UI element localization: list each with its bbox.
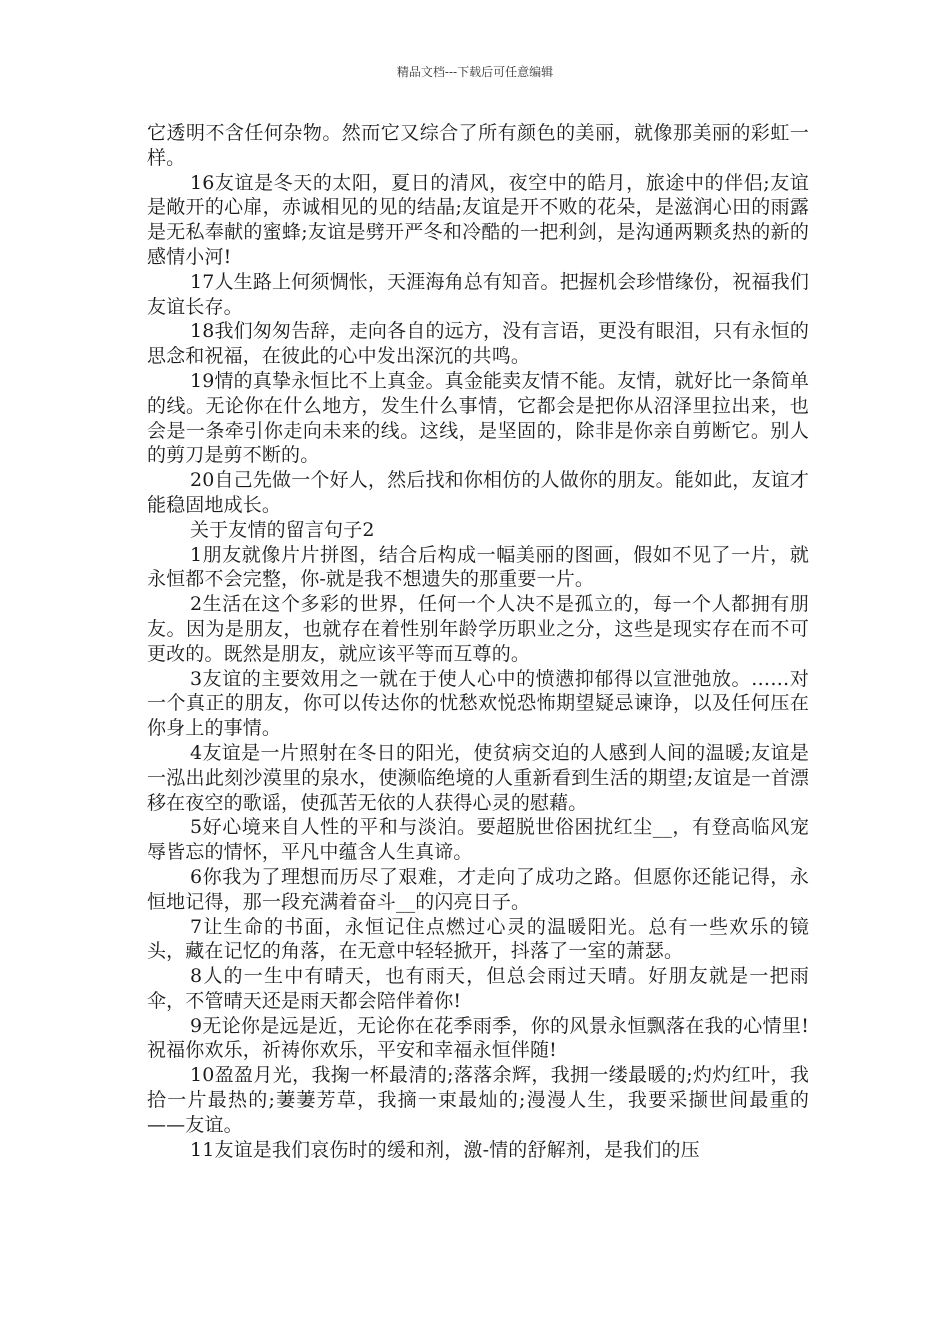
paragraph-11: 11友谊是我们哀伤时的缓和剂，激-情的舒解剂，是我们的压 bbox=[190, 1138, 700, 1161]
paragraph-17: 17人生路上何须惆怅，天涯海角总有知音。把握机会珍惜缘份，祝福我们友谊长存。 bbox=[147, 270, 809, 318]
paragraph-10: 10盈盈月光，我掬一杯最清的;落落余辉，我拥一缕最暖的;灼灼红叶，我拾一片最热的;萋萋芳草，我摘一束最灿的;漫漫人生，我要采撷世间最重的——友谊。 bbox=[147, 1064, 809, 1136]
paragraph-continuation: 它透明不含任何杂物。然而它又综合了所有颜色的美丽，就像那美丽的彩虹一样。 bbox=[147, 122, 809, 169]
paragraph-16: 16友谊是冬天的太阳，夏日的清风，夜空中的皓月，旅途中的伴侣;友谊是敞开的心扉，赤诚相见的见的结晶;友谊是开不败的花朵，是滋润心田的雨露是无私奉献的蜜蜂;友谊是劈开严冬和冷酷的一把利剑，是沟通两颗炙热的新的感情小河! bbox=[147, 171, 809, 268]
paragraph-1: 1朋友就像片片拼图，结合后构成一幅美丽的图画，假如不见了一片，就永恒都不会完整，你-就是我不想遗失的那重要一片。 bbox=[147, 543, 809, 591]
paragraph-3: 3友谊的主要效用之一就在于使人心中的愤懑抑郁得以宣泄弛放。……对一个真正的朋友，你可以传达你的忧愁欢悦恐怖期望疑忌谏诤，以及任何压在你身上的事情。 bbox=[147, 667, 809, 740]
paragraph-6: 6你我为了理想而历尽了艰难，才走向了成功之路。但愿你还能记得，永恒地记得，那一段充满着奋斗__的闪亮日子。 bbox=[147, 865, 809, 913]
paragraph-4: 4友谊是一片照射在冬日的阳光，使贫病交迫的人感到人间的温暖;友谊是一泓出此刻沙漠里的泉水，使濒临绝境的人重新看到生活的期望;友谊是一首漂移在夜空的歌谣，使孤苦无依的人获得心灵的慰藉。 bbox=[147, 741, 809, 814]
section-heading: 关于友情的留言句子2 bbox=[190, 518, 375, 541]
paragraph-7: 7让生命的书面，永恒记住点燃过心灵的温暖阳光。总有一些欢乐的镜头，藏在记忆的角落，在无意中轻轻掀开，抖落了一室的萧瑟。 bbox=[147, 915, 809, 963]
paragraph-8: 8人的一生中有晴天，也有雨天，但总会雨过天晴。好朋友就是一把雨伞，不管晴天还是雨天都会陪伴着你! bbox=[147, 965, 809, 1012]
paragraph-2: 2生活在这个多彩的世界，任何一个人决不是孤立的，每一个人都拥有朋友。因为是朋友，也就存在着性别年龄学历职业之分，这些是现实存在而不可更改的。既然是朋友，就应该平等而互尊的。 bbox=[147, 593, 809, 665]
paragraph-19: 19情的真挚永恒比不上真金。真金能卖友情不能。友情，就好比一条简单的线。无论你在什么地方，发生什么事情，它都会是把你从沼泽里拉出来，也会是一条牵引你走向未来的线。这线，是坚固的，除非是你亲自剪断它。别人的剪刀是剪不断的。 bbox=[147, 369, 809, 467]
paragraph-5: 5好心境来自人性的平和与淡泊。要超脱世俗困扰红尘__，有登高临风宠辱皆忘的情怀，平凡中蕴含人生真谛。 bbox=[147, 816, 809, 864]
document-body bbox=[147, 121, 809, 1162]
paragraph-9: 9无论你是远是近，无论你在花季雨季，你的风景永恒飘落在我的心情里!祝福你欢乐，祈祷你欢乐，平安和幸福永恒伴随! bbox=[147, 1014, 809, 1062]
paragraph-20: 20自己先做一个好人，然后找和你相仿的人做你的朋友。能如此，友谊才能稳固地成长。 bbox=[147, 469, 809, 516]
page-header: 精品文档---下载后可任意编辑 bbox=[396, 65, 554, 79]
paragraph-18: 18我们匆匆告辞，走向各自的远方，没有言语，更没有眼泪，只有永恒的思念和祝福，在彼此的心中发出深沉的共鸣。 bbox=[147, 320, 809, 368]
